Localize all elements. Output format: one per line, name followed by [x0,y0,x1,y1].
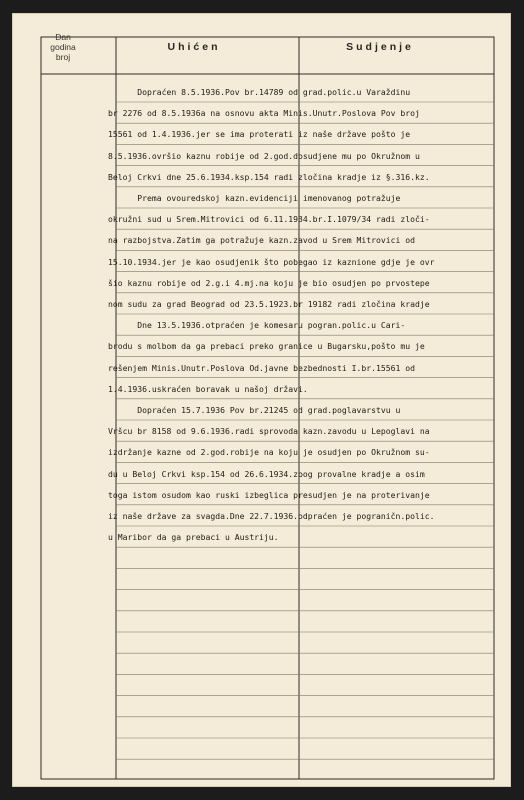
entry-line: okružni sud u Srem.Mitrovici od 6.11.1934.br.I.1079/34 radi zloči- [108,214,430,225]
entry-line: br 2276 od 8.5.1936a na osnovu akta Minis.Unutr.Poslova Pov broj [108,108,420,119]
entry-line: Dne 13.5.1936.otpraćen je komesaru pogran.polic.u Cari- [108,320,406,331]
entry-line: du u Beloj Crkvi ksp.154 od 26.6.1934.zbog provalne kradje a osim [108,468,425,479]
entry-line: 8.5.1936.ovršio kaznu robije od 2.god.dosudjene mu po Okružnom u [108,150,420,161]
header-uhicen: Uhićen [167,41,221,53]
entry-line: brodu s molbom da ga prebaci preko granice u Bugarsku,pošto mu je [108,341,425,352]
entry-line: 1.4.1936.uskraćen boravak u našoj državi. [108,383,308,394]
entry-line: 15.10.1934.jer je kao osudjenik što pobegao iz kaznione gdje je ovr [108,256,435,267]
entry-line: na razbojstva.Zatim ga potražuje kazn.zavod u Srem Mitrovici od [108,235,415,246]
header-broj: broj [55,52,71,62]
header-sudjenje: Sudjenje [346,41,414,53]
entry-line: Vršcu br 8158 od 9.6.1936.radi sprovoda kazn.zavodu u Lepoglavi na [108,426,430,437]
entry-line: Beloj Crkvi dne 25.6.1934.ksp.154 radi zločina kradje iz §.316.kz. [108,171,430,182]
entry-line: Dopraćen 8.5.1936.Pov br.14789 od grad.polic.u Varaždinu [108,87,411,97]
entry-line: izdržanje kazne od 2.god.robije na koju je osudjen po Okružnom su- [108,447,430,458]
header-godina: godina [50,42,76,52]
entry-line: u Maribor da ga prebaci u Austriju. [108,532,279,543]
header-dan: Dan [55,32,71,42]
entry-line: Prema ovouredskoj kazn.evidenciji imenovanog potražuje [108,193,401,203]
entry-line: Dopraćen 15.7.1936 Pov br.21245 od grad.poglavarstvu u [108,405,401,415]
entry-line: iz naše države za svagda.Dne 22.7.1936.odpraćen je pograničn.polic. [108,511,435,521]
entry-line: nom sudu za grad Beograd od 23.5.1923.br 19182 radi zločina kradje [108,299,430,309]
entry-line: 15561 od 1.4.1936.jer se ima proterati iz naše države pošto je [108,129,411,140]
header-dan-godina-broj [26,22,100,72]
entry-line: toga istom osudom kao ruski izbeglica presudjen je na proterivanje [108,489,430,500]
entry-line: rešenjem Minis.Unutr.Poslova Od.javne bezbednosti I.br.15561 od [108,362,415,373]
entry-line: šio kaznu robije od 2.g.i 4.mj.na koju je bio osudjen po prvostepe [108,277,430,288]
